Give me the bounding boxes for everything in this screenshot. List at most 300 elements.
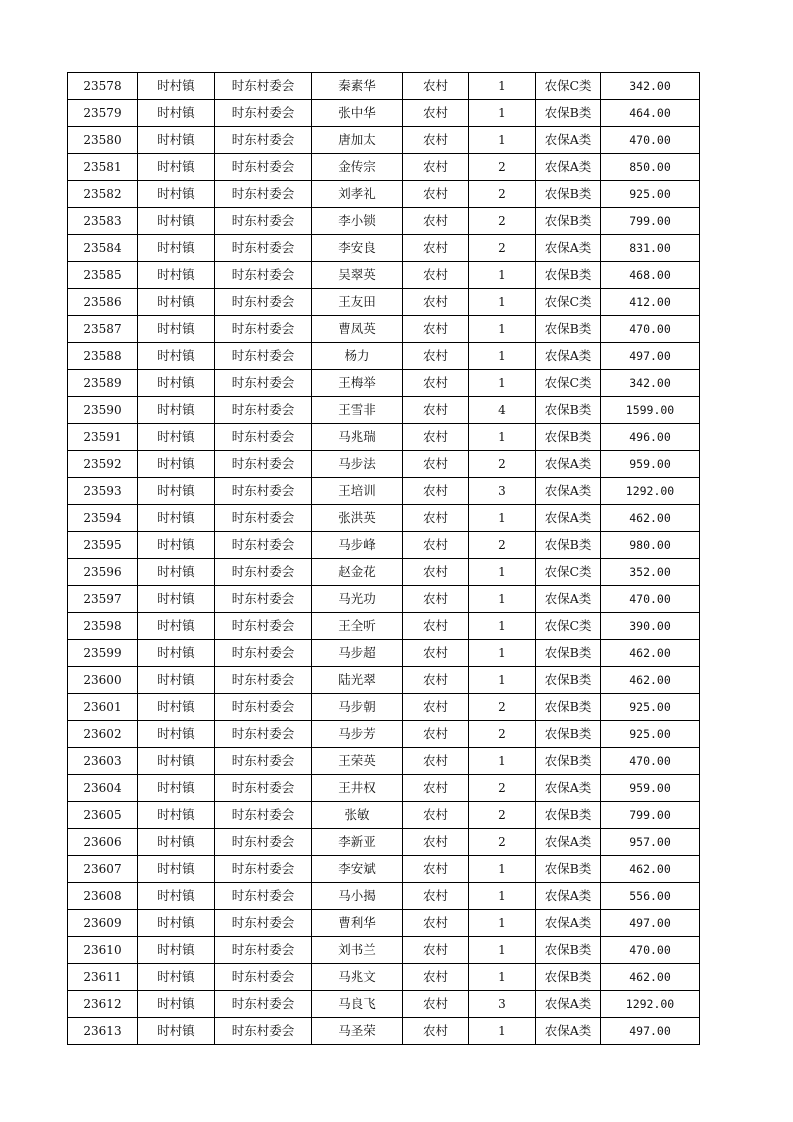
person-name-cell: 曹凤英 [312, 316, 403, 343]
table-row [68, 424, 700, 451]
insurance-category-cell: 农保A类 [536, 154, 601, 181]
insurance-category-cell: 农保B类 [536, 667, 601, 694]
insurance-category-cell: 农保A类 [536, 1018, 601, 1045]
township-cell: 时村镇 [138, 73, 215, 100]
area-type-cell: 农村 [403, 505, 469, 532]
record-id-cell: 23604 [68, 775, 138, 802]
record-id-cell: 23610 [68, 937, 138, 964]
record-id-cell: 23579 [68, 100, 138, 127]
insurance-category-cell: 农保A类 [536, 910, 601, 937]
insurance-category-cell: 农保B类 [536, 640, 601, 667]
table-row [68, 1018, 700, 1045]
village-committee-cell: 时东村委会 [215, 478, 312, 505]
amount-cell: 980.00 [601, 532, 700, 559]
village-committee-cell: 时东村委会 [215, 154, 312, 181]
table-row [68, 775, 700, 802]
area-type-cell: 农村 [403, 73, 469, 100]
area-type-cell: 农村 [403, 667, 469, 694]
table-row [68, 181, 700, 208]
record-id-cell: 23582 [68, 181, 138, 208]
amount-cell: 470.00 [601, 748, 700, 775]
village-committee-cell: 时东村委会 [215, 181, 312, 208]
table-row [68, 370, 700, 397]
table-row [68, 505, 700, 532]
amount-cell: 468.00 [601, 262, 700, 289]
amount-cell: 470.00 [601, 316, 700, 343]
area-type-cell: 农村 [403, 829, 469, 856]
amount-cell: 925.00 [601, 694, 700, 721]
household-count-cell: 1 [469, 586, 536, 613]
insurance-category-cell: 农保B类 [536, 262, 601, 289]
record-id-cell: 23597 [68, 586, 138, 613]
amount-cell: 831.00 [601, 235, 700, 262]
insurance-category-cell: 农保B类 [536, 937, 601, 964]
village-committee-cell: 时东村委会 [215, 1018, 312, 1045]
record-id-cell: 23599 [68, 640, 138, 667]
amount-cell: 470.00 [601, 127, 700, 154]
village-committee-cell: 时东村委会 [215, 559, 312, 586]
person-name-cell: 马兆瑞 [312, 424, 403, 451]
area-type-cell: 农村 [403, 721, 469, 748]
household-count-cell: 2 [469, 532, 536, 559]
amount-cell: 957.00 [601, 829, 700, 856]
record-id-cell: 23584 [68, 235, 138, 262]
person-name-cell: 李安良 [312, 235, 403, 262]
area-type-cell: 农村 [403, 100, 469, 127]
insurance-category-cell: 农保B类 [536, 856, 601, 883]
person-name-cell: 马光功 [312, 586, 403, 613]
table-row [68, 451, 700, 478]
person-name-cell: 杨力 [312, 343, 403, 370]
record-id-cell: 23600 [68, 667, 138, 694]
household-count-cell: 2 [469, 235, 536, 262]
township-cell: 时村镇 [138, 262, 215, 289]
township-cell: 时村镇 [138, 856, 215, 883]
record-id-cell: 23605 [68, 802, 138, 829]
area-type-cell: 农村 [403, 235, 469, 262]
village-committee-cell: 时东村委会 [215, 775, 312, 802]
table-row [68, 262, 700, 289]
record-id-cell: 23580 [68, 127, 138, 154]
household-count-cell: 1 [469, 1018, 536, 1045]
amount-cell: 470.00 [601, 586, 700, 613]
person-name-cell: 金传宗 [312, 154, 403, 181]
insurance-category-cell: 农保B类 [536, 100, 601, 127]
household-count-cell: 2 [469, 181, 536, 208]
household-count-cell: 1 [469, 316, 536, 343]
area-type-cell: 农村 [403, 127, 469, 154]
township-cell: 时村镇 [138, 991, 215, 1018]
household-count-cell: 1 [469, 505, 536, 532]
township-cell: 时村镇 [138, 235, 215, 262]
insurance-category-cell: 农保A类 [536, 343, 601, 370]
person-name-cell: 马步法 [312, 451, 403, 478]
household-count-cell: 1 [469, 559, 536, 586]
area-type-cell: 农村 [403, 964, 469, 991]
area-type-cell: 农村 [403, 343, 469, 370]
record-id-cell: 23585 [68, 262, 138, 289]
record-id-cell: 23578 [68, 73, 138, 100]
township-cell: 时村镇 [138, 964, 215, 991]
township-cell: 时村镇 [138, 343, 215, 370]
area-type-cell: 农村 [403, 883, 469, 910]
area-type-cell: 农村 [403, 586, 469, 613]
household-count-cell: 1 [469, 748, 536, 775]
township-cell: 时村镇 [138, 154, 215, 181]
record-id-cell: 23588 [68, 343, 138, 370]
village-committee-cell: 时东村委会 [215, 424, 312, 451]
insurance-category-cell: 农保B类 [536, 802, 601, 829]
insurance-category-cell: 农保A类 [536, 478, 601, 505]
village-committee-cell: 时东村委会 [215, 748, 312, 775]
person-name-cell: 曹利华 [312, 910, 403, 937]
person-name-cell: 张敏 [312, 802, 403, 829]
table-row [68, 937, 700, 964]
insurance-category-cell: 农保A类 [536, 883, 601, 910]
record-id-cell: 23590 [68, 397, 138, 424]
household-count-cell: 4 [469, 397, 536, 424]
table-row [68, 829, 700, 856]
area-type-cell: 农村 [403, 856, 469, 883]
township-cell: 时村镇 [138, 829, 215, 856]
amount-cell: 464.00 [601, 100, 700, 127]
village-committee-cell: 时东村委会 [215, 343, 312, 370]
table-row [68, 343, 700, 370]
table-row [68, 208, 700, 235]
insurance-category-cell: 农保B类 [536, 208, 601, 235]
township-cell: 时村镇 [138, 937, 215, 964]
table-row [68, 127, 700, 154]
village-committee-cell: 时东村委会 [215, 289, 312, 316]
record-id-cell: 23591 [68, 424, 138, 451]
area-type-cell: 农村 [403, 478, 469, 505]
area-type-cell: 农村 [403, 802, 469, 829]
household-count-cell: 3 [469, 991, 536, 1018]
area-type-cell: 农村 [403, 316, 469, 343]
area-type-cell: 农村 [403, 640, 469, 667]
area-type-cell: 农村 [403, 775, 469, 802]
insurance-category-cell: 农保A类 [536, 451, 601, 478]
amount-cell: 925.00 [601, 181, 700, 208]
table-row [68, 721, 700, 748]
insurance-category-cell: 农保B类 [536, 316, 601, 343]
amount-cell: 496.00 [601, 424, 700, 451]
person-name-cell: 王友田 [312, 289, 403, 316]
record-id-cell: 23596 [68, 559, 138, 586]
township-cell: 时村镇 [138, 127, 215, 154]
person-name-cell: 王荣英 [312, 748, 403, 775]
insurance-category-cell: 农保A类 [536, 235, 601, 262]
record-id-cell: 23593 [68, 478, 138, 505]
record-id-cell: 23602 [68, 721, 138, 748]
person-name-cell: 马步芳 [312, 721, 403, 748]
village-committee-cell: 时东村委会 [215, 262, 312, 289]
household-count-cell: 2 [469, 802, 536, 829]
person-name-cell: 赵金花 [312, 559, 403, 586]
person-name-cell: 王全听 [312, 613, 403, 640]
record-id-cell: 23606 [68, 829, 138, 856]
record-id-cell: 23595 [68, 532, 138, 559]
person-name-cell: 马步峰 [312, 532, 403, 559]
record-id-cell: 23609 [68, 910, 138, 937]
table-row [68, 910, 700, 937]
village-committee-cell: 时东村委会 [215, 505, 312, 532]
amount-cell: 850.00 [601, 154, 700, 181]
village-committee-cell: 时东村委会 [215, 883, 312, 910]
table-row [68, 559, 700, 586]
household-count-cell: 2 [469, 775, 536, 802]
table-row [68, 289, 700, 316]
village-committee-cell: 时东村委会 [215, 937, 312, 964]
table-row [68, 964, 700, 991]
insurance-category-cell: 农保A类 [536, 505, 601, 532]
household-count-cell: 1 [469, 343, 536, 370]
village-committee-cell: 时东村委会 [215, 451, 312, 478]
township-cell: 时村镇 [138, 721, 215, 748]
amount-cell: 462.00 [601, 856, 700, 883]
area-type-cell: 农村 [403, 559, 469, 586]
household-count-cell: 1 [469, 100, 536, 127]
area-type-cell: 农村 [403, 910, 469, 937]
table-row [68, 667, 700, 694]
person-name-cell: 王井权 [312, 775, 403, 802]
table-row [68, 154, 700, 181]
area-type-cell: 农村 [403, 397, 469, 424]
household-count-cell: 2 [469, 829, 536, 856]
person-name-cell: 王雪非 [312, 397, 403, 424]
record-id-cell: 23613 [68, 1018, 138, 1045]
amount-cell: 799.00 [601, 208, 700, 235]
area-type-cell: 农村 [403, 154, 469, 181]
village-committee-cell: 时东村委会 [215, 829, 312, 856]
insurance-category-cell: 农保A类 [536, 127, 601, 154]
household-count-cell: 1 [469, 883, 536, 910]
household-count-cell: 1 [469, 667, 536, 694]
amount-cell: 462.00 [601, 505, 700, 532]
township-cell: 时村镇 [138, 640, 215, 667]
household-count-cell: 1 [469, 856, 536, 883]
area-type-cell: 农村 [403, 424, 469, 451]
village-committee-cell: 时东村委会 [215, 910, 312, 937]
township-cell: 时村镇 [138, 883, 215, 910]
record-id-cell: 23587 [68, 316, 138, 343]
person-name-cell: 王梅举 [312, 370, 403, 397]
area-type-cell: 农村 [403, 613, 469, 640]
township-cell: 时村镇 [138, 667, 215, 694]
table-row [68, 397, 700, 424]
person-name-cell: 秦素华 [312, 73, 403, 100]
household-count-cell: 2 [469, 694, 536, 721]
person-name-cell: 马良飞 [312, 991, 403, 1018]
amount-cell: 556.00 [601, 883, 700, 910]
record-id-cell: 23607 [68, 856, 138, 883]
table-row [68, 694, 700, 721]
village-committee-cell: 时东村委会 [215, 991, 312, 1018]
record-id-cell: 23586 [68, 289, 138, 316]
amount-cell: 342.00 [601, 370, 700, 397]
village-committee-cell: 时东村委会 [215, 235, 312, 262]
village-committee-cell: 时东村委会 [215, 640, 312, 667]
person-name-cell: 刘孝礼 [312, 181, 403, 208]
township-cell: 时村镇 [138, 451, 215, 478]
insurance-category-cell: 农保B类 [536, 964, 601, 991]
record-id-cell: 23603 [68, 748, 138, 775]
village-committee-cell: 时东村委会 [215, 208, 312, 235]
table-row [68, 316, 700, 343]
person-name-cell: 李新亚 [312, 829, 403, 856]
township-cell: 时村镇 [138, 208, 215, 235]
table-row [68, 532, 700, 559]
village-committee-cell: 时东村委会 [215, 613, 312, 640]
village-committee-cell: 时东村委会 [215, 316, 312, 343]
area-type-cell: 农村 [403, 208, 469, 235]
village-committee-cell: 时东村委会 [215, 667, 312, 694]
amount-cell: 497.00 [601, 1018, 700, 1045]
area-type-cell: 农村 [403, 937, 469, 964]
table-row [68, 478, 700, 505]
household-count-cell: 1 [469, 964, 536, 991]
amount-cell: 1292.00 [601, 991, 700, 1018]
township-cell: 时村镇 [138, 370, 215, 397]
area-type-cell: 农村 [403, 694, 469, 721]
person-name-cell: 刘书兰 [312, 937, 403, 964]
record-id-cell: 23612 [68, 991, 138, 1018]
table-row [68, 73, 700, 100]
village-committee-cell: 时东村委会 [215, 586, 312, 613]
insurance-category-cell: 农保C类 [536, 73, 601, 100]
household-count-cell: 1 [469, 262, 536, 289]
township-cell: 时村镇 [138, 181, 215, 208]
township-cell: 时村镇 [138, 559, 215, 586]
table-row [68, 883, 700, 910]
record-id-cell: 23589 [68, 370, 138, 397]
household-count-cell: 1 [469, 289, 536, 316]
township-cell: 时村镇 [138, 694, 215, 721]
table-row [68, 235, 700, 262]
area-type-cell: 农村 [403, 370, 469, 397]
amount-cell: 462.00 [601, 667, 700, 694]
area-type-cell: 农村 [403, 1018, 469, 1045]
amount-cell: 462.00 [601, 640, 700, 667]
table-row [68, 640, 700, 667]
village-committee-cell: 时东村委会 [215, 721, 312, 748]
amount-cell: 390.00 [601, 613, 700, 640]
township-cell: 时村镇 [138, 424, 215, 451]
insurance-category-cell: 农保B类 [536, 424, 601, 451]
township-cell: 时村镇 [138, 532, 215, 559]
area-type-cell: 农村 [403, 991, 469, 1018]
amount-cell: 342.00 [601, 73, 700, 100]
record-id-cell: 23594 [68, 505, 138, 532]
person-name-cell: 李安斌 [312, 856, 403, 883]
person-name-cell: 吴翠英 [312, 262, 403, 289]
record-id-cell: 23608 [68, 883, 138, 910]
household-count-cell: 1 [469, 910, 536, 937]
village-committee-cell: 时东村委会 [215, 397, 312, 424]
household-count-cell: 1 [469, 127, 536, 154]
household-count-cell: 1 [469, 640, 536, 667]
area-type-cell: 农村 [403, 181, 469, 208]
household-count-cell: 2 [469, 721, 536, 748]
table-body [68, 73, 700, 1045]
table-row [68, 856, 700, 883]
record-id-cell: 23583 [68, 208, 138, 235]
township-cell: 时村镇 [138, 613, 215, 640]
record-id-cell: 23601 [68, 694, 138, 721]
household-count-cell: 3 [469, 478, 536, 505]
insurance-category-cell: 农保B类 [536, 748, 601, 775]
area-type-cell: 农村 [403, 748, 469, 775]
insurance-category-cell: 农保B类 [536, 532, 601, 559]
amount-cell: 959.00 [601, 775, 700, 802]
area-type-cell: 农村 [403, 289, 469, 316]
insurance-category-cell: 农保A类 [536, 991, 601, 1018]
insurance-category-cell: 农保B类 [536, 397, 601, 424]
village-committee-cell: 时东村委会 [215, 964, 312, 991]
household-count-cell: 1 [469, 73, 536, 100]
table-row [68, 991, 700, 1018]
record-id-cell: 23592 [68, 451, 138, 478]
insurance-category-cell: 农保A类 [536, 829, 601, 856]
village-committee-cell: 时东村委会 [215, 694, 312, 721]
table-row [68, 748, 700, 775]
amount-cell: 497.00 [601, 343, 700, 370]
person-name-cell: 陆光翠 [312, 667, 403, 694]
township-cell: 时村镇 [138, 910, 215, 937]
amount-cell: 959.00 [601, 451, 700, 478]
village-committee-cell: 时东村委会 [215, 532, 312, 559]
amount-cell: 1599.00 [601, 397, 700, 424]
household-count-cell: 2 [469, 451, 536, 478]
table-row [68, 100, 700, 127]
village-committee-cell: 时东村委会 [215, 802, 312, 829]
township-cell: 时村镇 [138, 397, 215, 424]
township-cell: 时村镇 [138, 100, 215, 127]
amount-cell: 925.00 [601, 721, 700, 748]
insurance-category-cell: 农保C类 [536, 559, 601, 586]
insurance-category-cell: 农保B类 [536, 694, 601, 721]
amount-cell: 352.00 [601, 559, 700, 586]
township-cell: 时村镇 [138, 316, 215, 343]
township-cell: 时村镇 [138, 478, 215, 505]
person-name-cell: 张洪英 [312, 505, 403, 532]
amount-cell: 799.00 [601, 802, 700, 829]
insurance-category-cell: 农保B类 [536, 181, 601, 208]
person-name-cell: 王培训 [312, 478, 403, 505]
household-count-cell: 1 [469, 613, 536, 640]
township-cell: 时村镇 [138, 505, 215, 532]
record-id-cell: 23581 [68, 154, 138, 181]
village-committee-cell: 时东村委会 [215, 856, 312, 883]
area-type-cell: 农村 [403, 451, 469, 478]
person-name-cell: 马圣荣 [312, 1018, 403, 1045]
table-row [68, 613, 700, 640]
person-name-cell: 马小揭 [312, 883, 403, 910]
amount-cell: 497.00 [601, 910, 700, 937]
amount-cell: 470.00 [601, 937, 700, 964]
insurance-category-cell: 农保A类 [536, 586, 601, 613]
household-count-cell: 1 [469, 424, 536, 451]
table-row [68, 802, 700, 829]
township-cell: 时村镇 [138, 1018, 215, 1045]
township-cell: 时村镇 [138, 775, 215, 802]
person-name-cell: 李小锁 [312, 208, 403, 235]
township-cell: 时村镇 [138, 802, 215, 829]
amount-cell: 1292.00 [601, 478, 700, 505]
beneficiary-table [67, 72, 700, 1045]
person-name-cell: 唐加太 [312, 127, 403, 154]
household-count-cell: 1 [469, 370, 536, 397]
